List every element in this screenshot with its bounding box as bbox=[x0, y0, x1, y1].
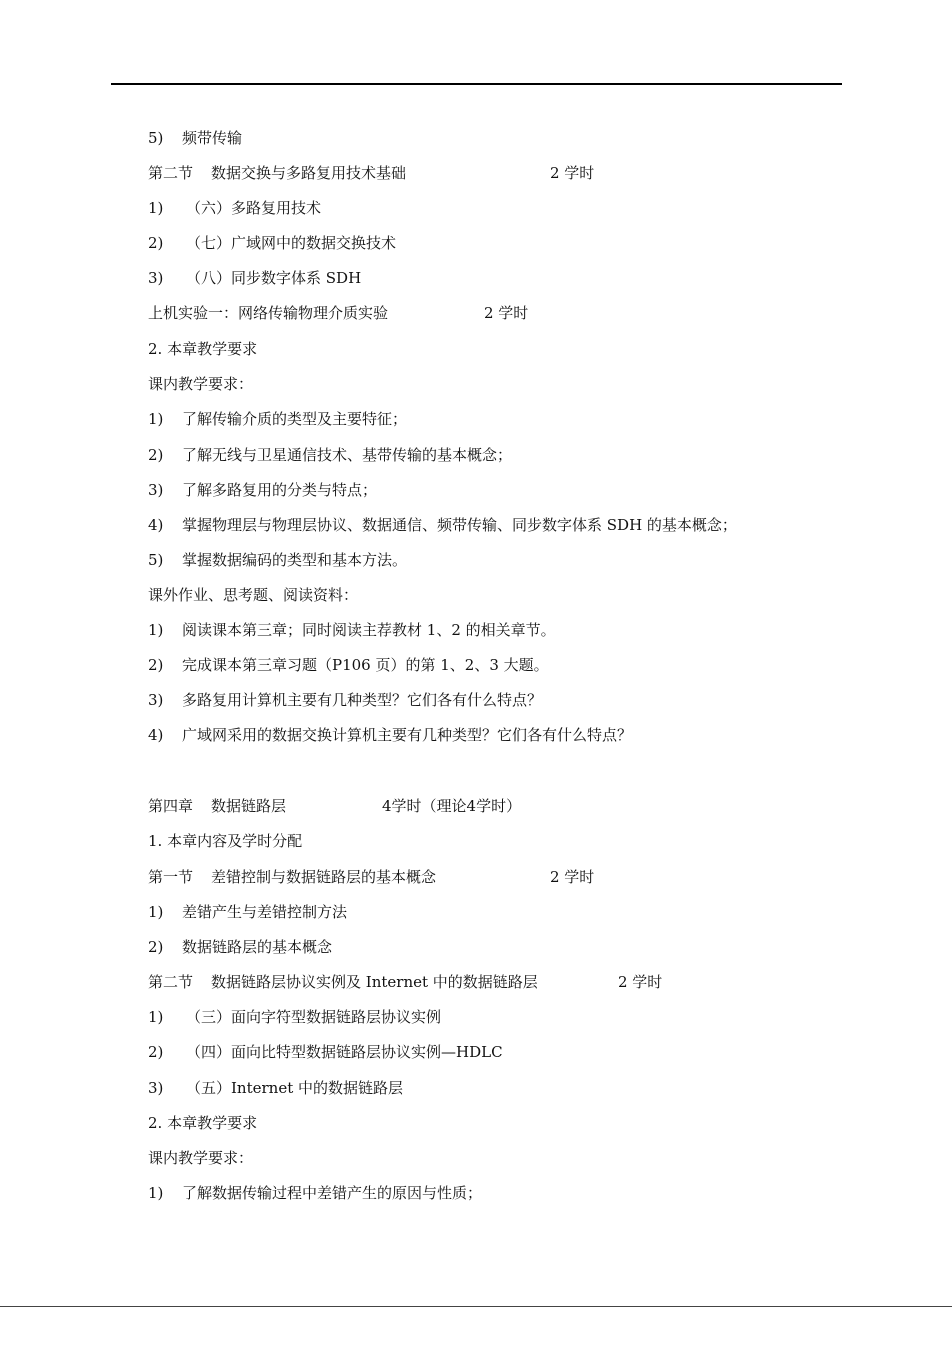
section-hours: 2 学时 bbox=[550, 164, 595, 182]
section-title: 数据交换与多路复用技术基础 bbox=[211, 164, 407, 182]
list-item bbox=[148, 1005, 441, 1029]
item-number: 1) bbox=[148, 1008, 164, 1026]
item-text: 了解传输介质的类型及主要特征； bbox=[182, 410, 408, 428]
item-number: 4) bbox=[148, 516, 164, 534]
lab-heading bbox=[148, 301, 568, 325]
section-hours: 2 学时 bbox=[550, 868, 595, 886]
section-label: 第二节 bbox=[148, 973, 194, 991]
item-text: （六）多路复用技术 bbox=[186, 199, 322, 217]
item-number: 2) bbox=[148, 938, 164, 956]
item-text: 完成课本第三章习题（P106 页）的第 1、2、3 大题。 bbox=[182, 656, 549, 674]
list-item bbox=[148, 723, 632, 747]
list-item bbox=[148, 653, 549, 677]
list-item bbox=[148, 900, 347, 924]
list-item bbox=[148, 1076, 403, 1100]
list-item bbox=[148, 126, 242, 150]
item-text: 频带传输 bbox=[182, 129, 243, 147]
item-text: 广域网采用的数据交换计算机主要有几种类型？它们各有什么特点？ bbox=[182, 726, 633, 744]
item-text: 掌握数据编码的类型和基本方法。 bbox=[182, 551, 408, 569]
list-item bbox=[148, 935, 332, 959]
list-item bbox=[148, 1040, 503, 1064]
header-rule bbox=[111, 83, 842, 85]
item-number: 3) bbox=[148, 269, 164, 287]
list-item bbox=[148, 618, 556, 642]
item-text: 掌握物理层与物理层协议、数据通信、频带传输、同步数字体系 SDH 的基本概念； bbox=[182, 516, 737, 534]
section-heading bbox=[148, 865, 648, 889]
item-text: 阅读课本第三章；同时阅读主荐教材 1、2 的相关章节。 bbox=[182, 621, 556, 639]
subheading: 2. 本章教学要求 bbox=[148, 340, 258, 358]
section-heading bbox=[148, 161, 648, 185]
item-number: 2) bbox=[148, 234, 164, 252]
item-number: 5) bbox=[148, 551, 164, 569]
item-number: 2) bbox=[148, 1043, 164, 1061]
subheading: 课内教学要求： bbox=[148, 1149, 254, 1167]
item-number: 2) bbox=[148, 656, 164, 674]
item-text: 数据链路层的基本概念 bbox=[182, 938, 333, 956]
section-label: 第一节 bbox=[148, 868, 194, 886]
item-number: 1) bbox=[148, 903, 164, 921]
list-item bbox=[148, 407, 407, 431]
item-number: 2) bbox=[148, 446, 164, 464]
chapter-hours: 4学时（理论4学时） bbox=[382, 797, 522, 815]
list-item bbox=[148, 196, 321, 220]
subheading: 1. 本章内容及学时分配 bbox=[148, 832, 303, 850]
item-number: 1) bbox=[148, 621, 164, 639]
item-text: 了解无线与卫星通信技术、基带传输的基本概念； bbox=[182, 446, 513, 464]
list-item bbox=[148, 478, 377, 502]
item-number: 3) bbox=[148, 481, 164, 499]
item-text: 了解多路复用的分类与特点； bbox=[182, 481, 378, 499]
section-label: 第二节 bbox=[148, 164, 194, 182]
list-item bbox=[148, 688, 542, 712]
list-item bbox=[148, 548, 407, 572]
chapter-heading bbox=[148, 794, 548, 818]
item-number: 1) bbox=[148, 410, 164, 428]
item-text: 差错产生与差错控制方法 bbox=[182, 903, 348, 921]
item-number: 1) bbox=[148, 199, 164, 217]
item-text: 多路复用计算机主要有几种类型？它们各有什么特点？ bbox=[182, 691, 543, 709]
list-item bbox=[148, 443, 512, 467]
lab-title: 上机实验一：网络传输物理介质实验 bbox=[148, 304, 389, 322]
item-text: （五）Internet 中的数据链路层 bbox=[186, 1079, 403, 1097]
item-text: （七）广域网中的数据交换技术 bbox=[186, 234, 397, 252]
item-number: 5) bbox=[148, 129, 164, 147]
list-item bbox=[148, 266, 361, 290]
subheading: 课外作业、思考题、阅读资料： bbox=[148, 586, 359, 604]
section-title: 数据链路层协议实例及 Internet 中的数据链路层 bbox=[211, 973, 538, 991]
lab-hours: 2 学时 bbox=[484, 304, 529, 322]
chapter-title: 数据链路层 bbox=[211, 797, 287, 815]
item-text: （八）同步数字体系 SDH bbox=[186, 269, 362, 287]
section-heading bbox=[148, 970, 708, 994]
section-title: 差错控制与数据链路层的基本概念 bbox=[211, 868, 437, 886]
chapter-label: 第四章 bbox=[148, 797, 194, 815]
page-bottom-edge bbox=[0, 1306, 952, 1307]
item-number: 1) bbox=[148, 1184, 164, 1202]
item-number: 3) bbox=[148, 691, 164, 709]
item-number: 4) bbox=[148, 726, 164, 744]
item-number: 3) bbox=[148, 1079, 164, 1097]
list-item bbox=[148, 513, 737, 537]
item-text: （三）面向字符型数据链路层协议实例 bbox=[186, 1008, 442, 1026]
list-item bbox=[148, 231, 396, 255]
subheading: 2. 本章教学要求 bbox=[148, 1114, 258, 1132]
item-text: 了解数据传输过程中差错产生的原因与性质； bbox=[182, 1184, 483, 1202]
item-text: （四）面向比特型数据链路层协议实例—HDLC bbox=[186, 1043, 503, 1061]
list-item bbox=[148, 1181, 482, 1205]
section-hours: 2 学时 bbox=[618, 973, 663, 991]
subheading: 课内教学要求： bbox=[148, 375, 254, 393]
